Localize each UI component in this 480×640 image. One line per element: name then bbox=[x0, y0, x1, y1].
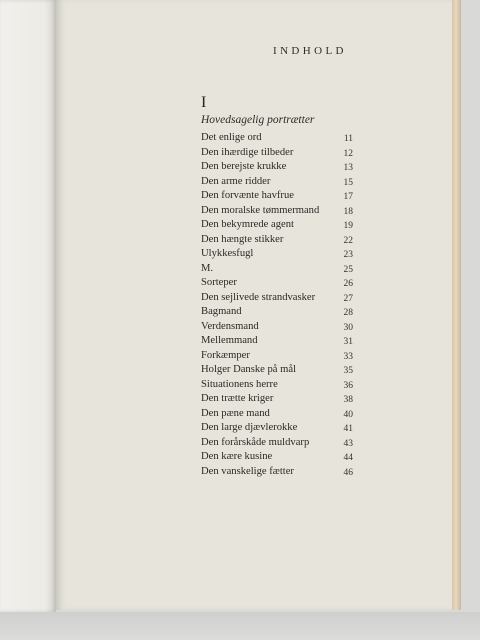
toc-entry-title: Den forårskåde muldvarp bbox=[201, 436, 310, 448]
toc-entry-page: 25 bbox=[343, 264, 353, 275]
toc-entry-title: Situationens herre bbox=[201, 378, 278, 390]
toc-entry-page: 40 bbox=[343, 409, 353, 420]
toc-entry-title: M. bbox=[201, 262, 214, 274]
toc-entry-page: 30 bbox=[343, 322, 353, 333]
toc-entry bbox=[201, 421, 353, 436]
toc-entry-page: 43 bbox=[343, 438, 353, 449]
toc-entry bbox=[201, 131, 353, 146]
toc-entry bbox=[201, 436, 353, 451]
toc-entry-title: Den kære kusine bbox=[201, 451, 273, 462]
toc-entry-title: Bagmand bbox=[201, 306, 242, 317]
toc-entry bbox=[201, 189, 353, 204]
toc-entry-page: 33 bbox=[343, 351, 353, 362]
table-surface bbox=[0, 612, 480, 640]
toc-entry-title: Ulykkesfugl bbox=[201, 248, 254, 259]
toc-entry-page: 44 bbox=[343, 453, 353, 463]
toc-entry-title: Den trætte kriger bbox=[201, 393, 274, 404]
toc-entry bbox=[201, 334, 353, 349]
section-title: Hovedsagelig portrætter bbox=[201, 114, 315, 126]
toc-entry-page: 31 bbox=[343, 337, 353, 347]
toc-entry-page: 22 bbox=[343, 235, 353, 246]
toc-entry bbox=[201, 233, 353, 248]
toc-entry-page: 28 bbox=[343, 308, 353, 318]
toc-entry-title: Det enlige ord bbox=[201, 132, 262, 143]
toc-entry-page: 15 bbox=[343, 177, 353, 188]
toc-entry-page: 41 bbox=[343, 424, 353, 434]
toc-entry-page: 26 bbox=[343, 279, 353, 289]
toc-entry-page: 11 bbox=[343, 134, 353, 144]
toc-entry bbox=[201, 378, 353, 393]
toc-entry-title: Den berejste krukke bbox=[201, 161, 287, 172]
toc-entry-title: Den hængte stikker bbox=[201, 233, 284, 245]
page-edge bbox=[452, 0, 461, 610]
toc-entry bbox=[201, 291, 353, 306]
toc-entry-title: Forkæmper bbox=[201, 349, 250, 361]
toc-entry bbox=[201, 146, 353, 161]
toc-entry bbox=[201, 450, 353, 465]
toc-entry-page: 12 bbox=[343, 148, 353, 159]
toc-entry-page: 13 bbox=[343, 163, 353, 173]
toc-entry bbox=[201, 305, 353, 320]
toc-entry-page: 18 bbox=[343, 206, 353, 217]
toc-entry bbox=[201, 276, 353, 291]
toc-entry-page: 27 bbox=[343, 293, 353, 304]
toc-entry-title: Den forvænte havfrue bbox=[201, 190, 294, 201]
toc-entry bbox=[201, 218, 353, 233]
toc-entry bbox=[201, 320, 353, 335]
toc-entry-title: Den moralske tømmermand bbox=[201, 204, 320, 216]
toc-entry bbox=[201, 363, 353, 378]
toc-entry-page: 35 bbox=[343, 366, 353, 376]
toc-entry-page: 46 bbox=[343, 467, 353, 478]
toc-entry-page: 23 bbox=[343, 250, 353, 260]
toc-entry-title: Den sejlivede strandvasker bbox=[201, 291, 316, 303]
section-numeral: I bbox=[201, 94, 207, 111]
toc-entry bbox=[201, 349, 353, 364]
table-of-contents bbox=[201, 131, 353, 479]
toc-entry-page: 36 bbox=[343, 380, 353, 391]
toc-entry-page: 19 bbox=[343, 221, 353, 231]
toc-entry bbox=[201, 392, 353, 407]
toc-entry bbox=[201, 262, 353, 277]
toc-entry-title: Sorteper bbox=[201, 277, 237, 288]
toc-entry-page: 17 bbox=[343, 192, 353, 202]
toc-entry-title: Holger Danske på mål bbox=[201, 364, 297, 375]
toc-entry bbox=[201, 465, 353, 480]
toc-entry-title: Den ihærdige tilbeder bbox=[201, 146, 294, 158]
toc-entry-title: Den large djævlerokke bbox=[201, 422, 298, 433]
toc-entry bbox=[201, 247, 353, 262]
toc-entry-title: Mellemmand bbox=[201, 335, 258, 346]
toc-entry bbox=[201, 175, 353, 190]
toc-entry-title: Den vanskelige fætter bbox=[201, 465, 294, 477]
toc-entry-title: Verdensmand bbox=[201, 320, 259, 332]
left-page bbox=[0, 0, 56, 612]
toc-entry-title: Den arme ridder bbox=[201, 175, 271, 187]
toc-entry bbox=[201, 204, 353, 219]
toc-entry-page: 38 bbox=[343, 395, 353, 405]
toc-entry-title: Den bekymrede agent bbox=[201, 219, 294, 230]
toc-entry bbox=[201, 160, 353, 175]
page-header: INDHOLD bbox=[273, 45, 347, 57]
toc-entry-title: Den pæne mand bbox=[201, 407, 270, 419]
toc-entry bbox=[201, 407, 353, 422]
